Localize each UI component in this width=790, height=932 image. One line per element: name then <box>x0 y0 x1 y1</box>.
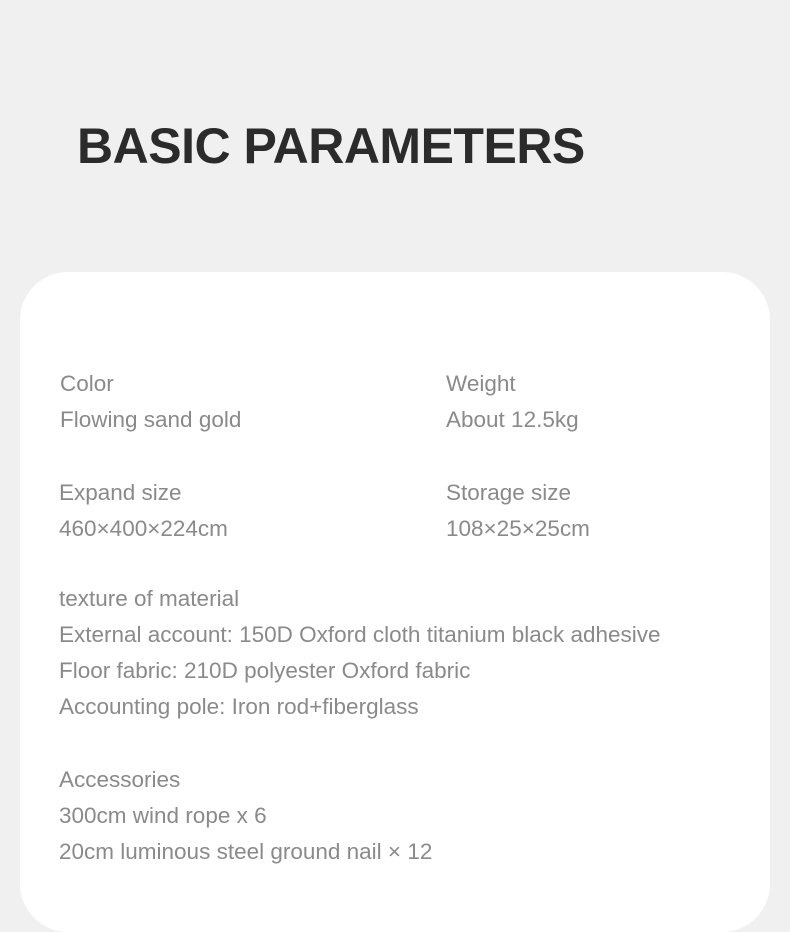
spec-expand-size-label: Expand size <box>59 480 182 505</box>
spec-color-value: Flowing sand gold <box>60 407 242 432</box>
spec-storage-size <box>446 475 590 547</box>
spec-storage-size-value: 108×25×25cm <box>446 516 590 541</box>
spec-material-line: Floor fabric: 210D polyester Oxford fabric <box>59 658 471 683</box>
spec-material <box>59 581 661 725</box>
spec-material-label: texture of material <box>59 586 240 611</box>
spec-weight <box>446 366 579 438</box>
parameters-card <box>20 272 770 932</box>
spec-material-line: Accounting pole: Iron rod+fiberglass <box>59 694 419 719</box>
spec-accessories-line: 20cm luminous steel ground nail × 12 <box>59 839 433 864</box>
spec-weight-label: Weight <box>446 371 516 396</box>
spec-color-label: Color <box>60 371 114 396</box>
spec-storage-size-label: Storage size <box>446 480 572 505</box>
spec-weight-value: About 12.5kg <box>446 407 579 432</box>
spec-accessories <box>59 762 432 870</box>
spec-color <box>60 366 241 438</box>
page-title: BASIC PARAMETERS <box>77 118 585 174</box>
spec-accessories-label: Accessories <box>59 767 181 792</box>
spec-expand-size <box>59 475 228 547</box>
spec-expand-size-value: 460×400×224cm <box>59 516 228 541</box>
spec-material-line: External account: 150D Oxford cloth titanium black adhesive <box>59 622 661 647</box>
spec-accessories-line: 300cm wind rope x 6 <box>59 803 267 828</box>
